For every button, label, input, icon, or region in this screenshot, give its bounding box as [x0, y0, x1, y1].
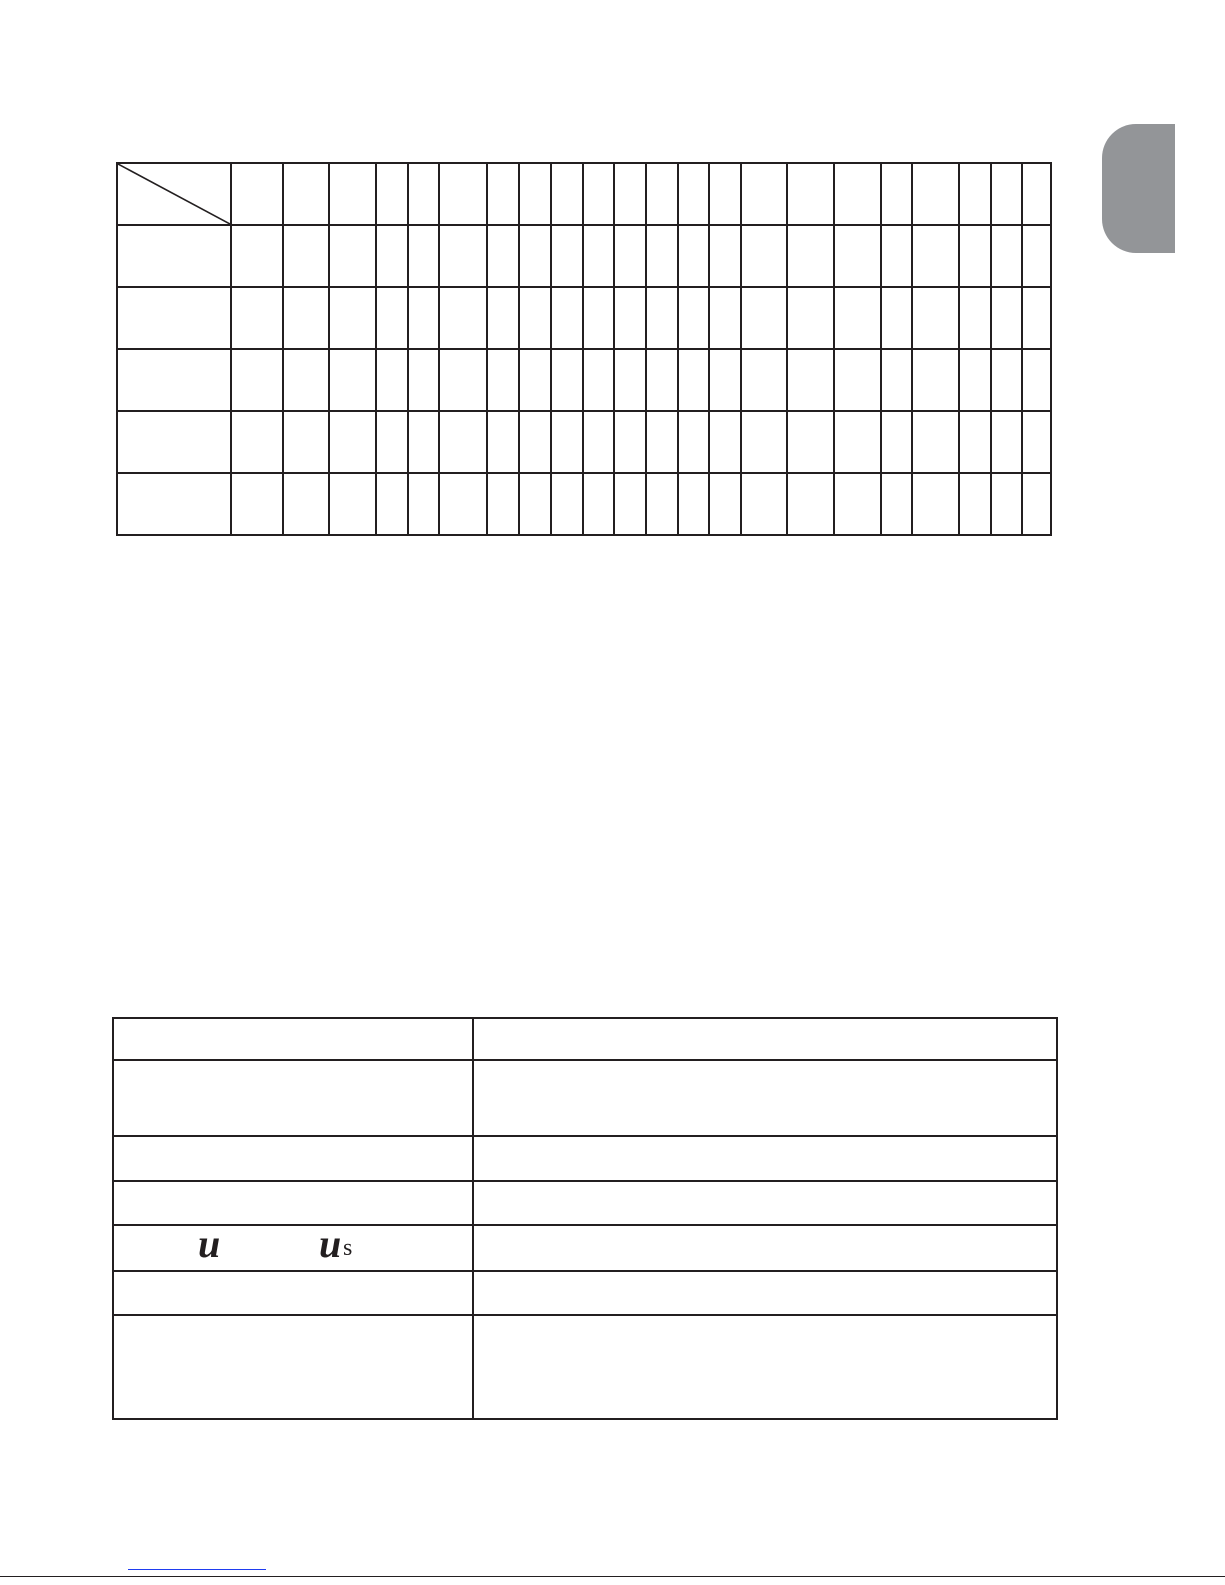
grid-cell — [787, 349, 834, 411]
grid-cell — [551, 287, 583, 349]
grid-cell — [231, 411, 283, 473]
grid-cell — [551, 473, 583, 535]
grid-cell — [678, 287, 709, 349]
grid-cell — [991, 473, 1022, 535]
grid-cell — [741, 473, 787, 535]
grid-cell — [912, 225, 959, 287]
grid-cell — [376, 287, 408, 349]
spec-table — [112, 1017, 1058, 1420]
grid-cell — [117, 287, 231, 349]
grid-cell — [519, 411, 551, 473]
grid-cell — [408, 287, 439, 349]
grid-cell — [959, 473, 991, 535]
spec-row — [113, 1060, 1057, 1136]
grid-cell — [991, 163, 1022, 225]
grid-cell — [519, 349, 551, 411]
grid-cell — [583, 349, 614, 411]
grid-cell — [991, 349, 1022, 411]
spec-cell — [113, 1018, 473, 1060]
spec-cell — [473, 1315, 1057, 1419]
grid-cell — [583, 411, 614, 473]
symbol-u: u — [198, 1221, 221, 1266]
grid-cell — [614, 349, 646, 411]
spec-cell — [113, 1315, 473, 1419]
grid-cell — [614, 225, 646, 287]
spec-cell — [473, 1018, 1057, 1060]
grid-cell — [834, 163, 881, 225]
grid-cell — [678, 225, 709, 287]
grid-row — [117, 473, 1051, 535]
grid-cell — [487, 411, 519, 473]
grid-cell — [741, 287, 787, 349]
grid-cell — [117, 473, 231, 535]
grid-cell — [329, 163, 376, 225]
spec-row — [113, 1136, 1057, 1181]
grid-cell — [519, 473, 551, 535]
spec-cell — [113, 1181, 473, 1225]
grid-cell — [376, 411, 408, 473]
grid-cell — [834, 225, 881, 287]
grid-cell — [991, 225, 1022, 287]
grid-cell — [487, 349, 519, 411]
grid-cell — [646, 473, 678, 535]
grid-cell — [1022, 163, 1051, 225]
grid-cell — [283, 349, 329, 411]
grid-cell — [519, 225, 551, 287]
spec-cell — [113, 1060, 473, 1136]
grid-cell — [283, 473, 329, 535]
grid-cell — [787, 287, 834, 349]
grid-row — [117, 225, 1051, 287]
grid-cell — [329, 411, 376, 473]
grid-cell — [881, 163, 912, 225]
grid-cell — [678, 349, 709, 411]
spec-row — [113, 1271, 1057, 1315]
grid-cell — [117, 349, 231, 411]
grid-cell — [678, 473, 709, 535]
grid-cell — [709, 287, 741, 349]
grid-cell — [709, 473, 741, 535]
grid-cell — [912, 287, 959, 349]
symbol-u-s-suffix: s — [343, 1235, 353, 1261]
grid-cell — [881, 349, 912, 411]
grid-cell — [283, 411, 329, 473]
grid-cell — [283, 287, 329, 349]
spec-row — [113, 1181, 1057, 1225]
grid-cell — [614, 411, 646, 473]
grid-cell — [231, 225, 283, 287]
grid-row — [117, 287, 1051, 349]
grid-cell — [959, 225, 991, 287]
grid-cell — [787, 411, 834, 473]
diagonal-header-cell — [117, 163, 231, 225]
grid-cell — [551, 349, 583, 411]
grid-cell — [959, 163, 991, 225]
grid-cell — [408, 411, 439, 473]
grid-cell — [231, 473, 283, 535]
grid-cell — [376, 225, 408, 287]
grid-cell — [787, 163, 834, 225]
spec-cell — [113, 1271, 473, 1315]
grid-cell — [912, 163, 959, 225]
grid-cell — [376, 473, 408, 535]
grid-cell — [646, 349, 678, 411]
grid-cell — [709, 411, 741, 473]
grid-cell — [583, 163, 614, 225]
grid-cell — [583, 287, 614, 349]
grid-cell — [439, 225, 487, 287]
grid-cell — [834, 411, 881, 473]
grid-cell — [439, 163, 487, 225]
grid-cell — [376, 163, 408, 225]
grid-cell — [551, 163, 583, 225]
grid-cell — [439, 287, 487, 349]
grid-cell — [408, 349, 439, 411]
grid-cell — [959, 349, 991, 411]
grid-cell — [329, 287, 376, 349]
grid-cell — [117, 225, 231, 287]
grid-cell — [231, 287, 283, 349]
grid-cell — [646, 411, 678, 473]
grid-cell — [709, 349, 741, 411]
grid-cell — [439, 349, 487, 411]
grid-cell — [408, 473, 439, 535]
grid-cell — [408, 225, 439, 287]
grid-cell — [646, 163, 678, 225]
grid-cell — [487, 163, 519, 225]
grid-cell — [487, 473, 519, 535]
grid-cell — [117, 411, 231, 473]
grid-cell — [881, 411, 912, 473]
section-tab — [1102, 124, 1175, 253]
spec-cell — [473, 1271, 1057, 1315]
grid-cell — [551, 225, 583, 287]
grid-cell — [881, 225, 912, 287]
grid-cell — [231, 349, 283, 411]
diagonal-line — [118, 164, 230, 224]
grid-table — [116, 162, 1052, 536]
grid-cell — [487, 287, 519, 349]
grid-cell — [787, 473, 834, 535]
spec-cell — [113, 1136, 473, 1181]
grid-cell — [1022, 349, 1051, 411]
grid-cell — [283, 163, 329, 225]
footer-link-underline — [128, 1569, 266, 1570]
spec-row-symbols — [113, 1225, 1057, 1271]
grid-cell — [646, 225, 678, 287]
grid-cell — [912, 473, 959, 535]
grid-cell — [519, 163, 551, 225]
grid-row — [117, 349, 1051, 411]
grid-cell — [551, 411, 583, 473]
grid-cell — [741, 411, 787, 473]
grid-cell — [991, 287, 1022, 349]
grid-cell — [283, 225, 329, 287]
grid-cell — [1022, 287, 1051, 349]
grid-cell — [741, 225, 787, 287]
grid-cell — [741, 163, 787, 225]
grid-cell — [614, 473, 646, 535]
grid-cell — [991, 411, 1022, 473]
grid-cell — [614, 163, 646, 225]
grid-cell — [709, 225, 741, 287]
grid-cell — [1022, 411, 1051, 473]
grid-cell — [646, 287, 678, 349]
grid-cell — [678, 411, 709, 473]
grid-cell — [231, 163, 283, 225]
grid-cell — [583, 473, 614, 535]
grid-cell — [439, 473, 487, 535]
footer-rule — [0, 1576, 1225, 1577]
grid-cell — [881, 473, 912, 535]
spec-cell — [473, 1181, 1057, 1225]
grid-cell — [834, 287, 881, 349]
grid-header-row — [117, 163, 1051, 225]
grid-cell — [614, 287, 646, 349]
grid-cell — [959, 287, 991, 349]
grid-cell — [519, 287, 551, 349]
spec-cell-symbols — [113, 1221, 473, 1271]
grid-cell — [787, 225, 834, 287]
grid-cell — [959, 411, 991, 473]
grid-cell — [329, 349, 376, 411]
grid-cell — [376, 349, 408, 411]
grid-cell — [487, 225, 519, 287]
grid-cell — [834, 473, 881, 535]
grid-row — [117, 411, 1051, 473]
grid-cell — [583, 225, 614, 287]
grid-cell — [1022, 225, 1051, 287]
grid-cell — [1022, 473, 1051, 535]
grid-cell — [408, 163, 439, 225]
spec-cell — [473, 1136, 1057, 1181]
grid-cell — [329, 473, 376, 535]
grid-cell — [709, 163, 741, 225]
symbol-u-s: u — [319, 1221, 342, 1266]
spec-cell — [473, 1225, 1057, 1271]
grid-cell — [741, 349, 787, 411]
grid-cell — [678, 163, 709, 225]
spec-row — [113, 1315, 1057, 1419]
spec-cell — [473, 1060, 1057, 1136]
grid-cell — [439, 411, 487, 473]
grid-cell — [881, 287, 912, 349]
spec-row — [113, 1018, 1057, 1060]
grid-cell — [834, 349, 881, 411]
grid-cell — [329, 225, 376, 287]
grid-cell — [912, 349, 959, 411]
grid-cell — [912, 411, 959, 473]
